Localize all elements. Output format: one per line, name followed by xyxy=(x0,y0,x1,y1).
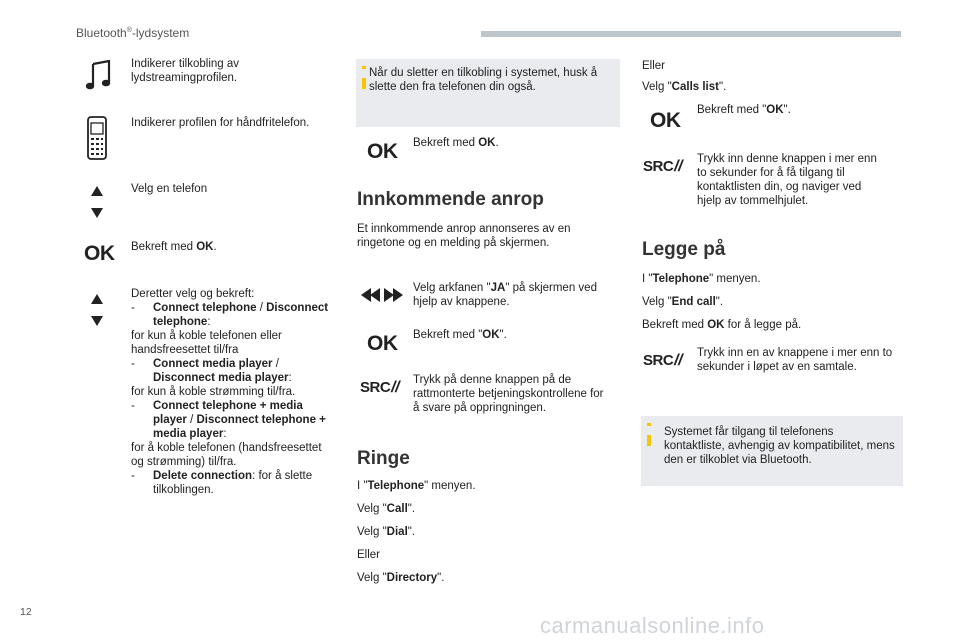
watermark: carmanualsonline.info xyxy=(540,613,765,638)
hang-up-confirm-text: Bekreft med OK for å legge på. xyxy=(642,319,802,331)
then-select-text: Deretter velg og bekreft: xyxy=(131,288,255,300)
hang-up-heading: Legge på xyxy=(642,239,726,260)
info-delete-text: Når du sletter en tilkobling i systemet, husk å slette den fra telefonen din også. xyxy=(369,67,598,93)
list-item: - Delete connection: for å slette tilkoblingen. xyxy=(131,470,313,496)
info-contacts-text: Systemet får tilgang til telefonens kontaktliste, avhengig av kompatibilitet, mens den er tilkoblet via Bluetooth. xyxy=(664,426,895,466)
telephone-menu-text: I "Telephone" menyen. xyxy=(642,273,761,285)
src-button-icon: SRC// xyxy=(360,379,400,396)
info-icon-bar xyxy=(362,78,366,89)
end-call-text: Velg "End call". xyxy=(642,296,724,308)
src-answer-text: Trykk på denne knappen på de rattmonterte betjeningskontrollene for å svare på oppringningen. xyxy=(413,374,604,414)
ringe-line: Velg "Directory". xyxy=(357,572,445,584)
src-contacts-text: Trykk inn denne knappen i mer enn to sekunder for å få tilgang til kontaktlisten din, og naviger ved hjelp av tommelhjulet. xyxy=(697,153,877,207)
section-title: Bluetooth®-lydsystem xyxy=(76,26,190,40)
up-down-arrows-icon xyxy=(90,185,104,219)
info-box-delete xyxy=(356,59,620,127)
or-text: Eller xyxy=(642,60,666,72)
confirm-ok-text: Bekreft med "OK". xyxy=(697,104,791,116)
info-box-contacts xyxy=(641,416,903,486)
select-tab-text: Velg arkfanen "JA" på skjermen ved hjelp av knappene. xyxy=(413,282,597,308)
confirm-ok-text: Bekreft med "OK". xyxy=(413,329,507,341)
list-item: - Connect telephone / Disconnect telephone: for kun å koble telefonen eller handsfreesettet til/fra xyxy=(131,302,329,356)
header-bar xyxy=(481,31,901,37)
confirm-ok-text: Bekreft med OK. xyxy=(131,241,217,253)
ok-button-icon: OK xyxy=(84,242,115,265)
left-right-arrows-icon xyxy=(360,285,404,305)
mobile-phone-icon xyxy=(86,116,108,160)
call-heading: Ringe xyxy=(357,448,410,469)
ok-button-icon: OK xyxy=(367,332,398,355)
phone-profile-text: Indikerer profilen for håndfritelefon. xyxy=(131,117,310,129)
page-number: 12 xyxy=(20,606,32,618)
music-note-icon xyxy=(84,60,114,92)
info-icon xyxy=(362,66,366,69)
option-list xyxy=(131,301,331,497)
src-button-icon: SRC// xyxy=(643,352,683,369)
info-icon xyxy=(647,423,651,426)
ringe-line: Velg "Call". xyxy=(357,503,416,515)
incoming-call-heading: Innkommende anrop xyxy=(357,189,544,210)
connection-options xyxy=(131,287,331,497)
calls-list-text: Velg "Calls list". xyxy=(642,81,727,93)
confirm-ok-text: Bekreft med OK. xyxy=(413,137,499,149)
ok-button-icon: OK xyxy=(650,109,681,132)
music-profile-text: Indikerer tilkobling av lydstreamingprofilen. xyxy=(131,58,240,84)
ok-button-icon: OK xyxy=(367,140,398,163)
list-item: - Connect media player / Disconnect media player: for kun å koble strømming til/fra. xyxy=(131,358,296,398)
up-down-arrows-icon xyxy=(90,293,104,327)
list-item: - Connect telephone + media player / Disconnect telephone + media player: for å koble telefonen (handsfreesettet og strømming) til/fra. xyxy=(131,400,326,468)
info-icon-bar xyxy=(647,435,651,446)
ringe-line: Eller xyxy=(357,549,381,561)
ringe-line: Velg "Dial". xyxy=(357,526,416,538)
src-hangup-text: Trykk inn en av knappene i mer enn to sekunder i løpet av en samtale. xyxy=(697,347,893,373)
src-button-icon: SRC// xyxy=(643,158,683,175)
incoming-call-text: Et innkommende anrop annonseres av en ringetone og en melding på skjermen. xyxy=(357,223,571,249)
ringe-line: I "Telephone" menyen. xyxy=(357,480,476,492)
select-phone-text: Velg en telefon xyxy=(131,183,208,195)
